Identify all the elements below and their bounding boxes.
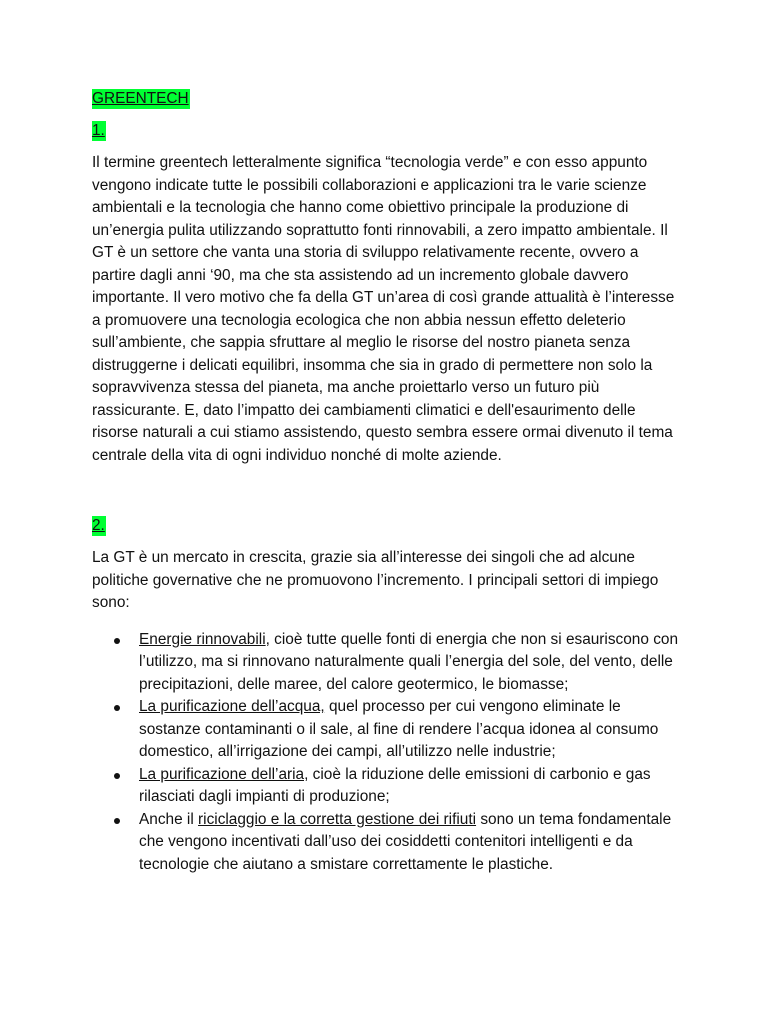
bullet-icon bbox=[114, 773, 120, 779]
document-page bbox=[92, 88, 682, 876]
item-term: La purificazione dell’aria, bbox=[139, 765, 309, 783]
list-item bbox=[92, 696, 682, 764]
bullet-icon bbox=[114, 818, 120, 824]
bullet-icon bbox=[114, 638, 120, 644]
list-item bbox=[92, 764, 682, 809]
item-term: La purificazione dell’acqua, bbox=[139, 698, 325, 715]
item-term: Energie rinnovabili bbox=[139, 630, 266, 648]
section2-number-row bbox=[92, 515, 682, 537]
item-text: quel processo per cui vengono eliminate le sostanze contaminanti o il sale, al fine di rendere l’acqua idonea al consumo domestico, all’irrigazione dei campi, all’utilizzo nelle industrie; bbox=[139, 698, 659, 760]
item-term: riciclaggio e la corretta gestione dei rifiuti bbox=[198, 810, 477, 828]
section2-intro: La GT è un mercato in crescita, grazie sia all’interesse dei singoli che ad alcune politiche governative che ne promuovono l’incremento. I principali settori di impiego sono: bbox=[92, 549, 659, 611]
sector-list bbox=[92, 629, 682, 877]
bullet-icon bbox=[114, 705, 120, 711]
section2-number: 2. bbox=[92, 517, 105, 534]
item-text: , cioè tutte quelle fonti di energia che non si esauriscono con l’utilizzo, ma si rinnovano naturalmente quali l’energia del sole, del vento, delle precipitazioni, delle maree, del calore geotermico, le biomasse; bbox=[139, 630, 679, 693]
item-text: sono un tema fondamentale che vengono incentivati dall’uso dei cosiddetti contenitori intelligenti e da tecnologie che aiutano a smistare correttamente le plastiche. bbox=[139, 810, 672, 873]
section1-number: 1. bbox=[92, 122, 105, 139]
section1-paragraph: Il termine greentech letteralmente significa “tecnologia verde” e con esso appunto vengono indicate tutte le possibili collaborazioni e applicazioni tra le varie scienze ambientali e la tecnologia che hanno come obiettivo principale la produzione di un’energia pulita utilizzando soprattutto fonti rinnovabili, a zero impatto ambientale. Il GT è un settore che vanta una storia di sviluppo relativamente recente, ovvero a partire dagli anni ‘90, ma che sta assistendo ad un incremento globale davvero importante. Il vero motivo che fa della GT un’area di così grande attualità è l’interesse a promuovere una tecnologia ecologica che non abbia nessun effetto deleterio sull’ambiente, che sappia sfruttare al meglio le risorse del nostro pianeta senza distruggerne i delicati equilibri, insomma che sia in grado di permettere non solo la sopravvivenza stessa del pianeta, ma anche proiettarlo verso un futuro più rassicurante. E, dato l’impatto dei cambiamenti climatici e dell'esaurimento delle risorse naturali a cui stiamo assistendo, questo sembra essere ormai divenuto il tema centrale della vita di ogni individuo nonché di molte aziende. bbox=[92, 154, 675, 464]
item-prefix: Anche il bbox=[139, 810, 199, 828]
document-title: GREENTECH bbox=[92, 90, 189, 107]
title-row bbox=[92, 88, 682, 110]
item-text: cioè la riduzione delle emissioni di carbonio e gas rilasciati dagli impianti di produzione; bbox=[139, 765, 651, 805]
list-item bbox=[92, 809, 682, 877]
list-item bbox=[92, 629, 682, 697]
section1-number-row bbox=[92, 120, 682, 142]
